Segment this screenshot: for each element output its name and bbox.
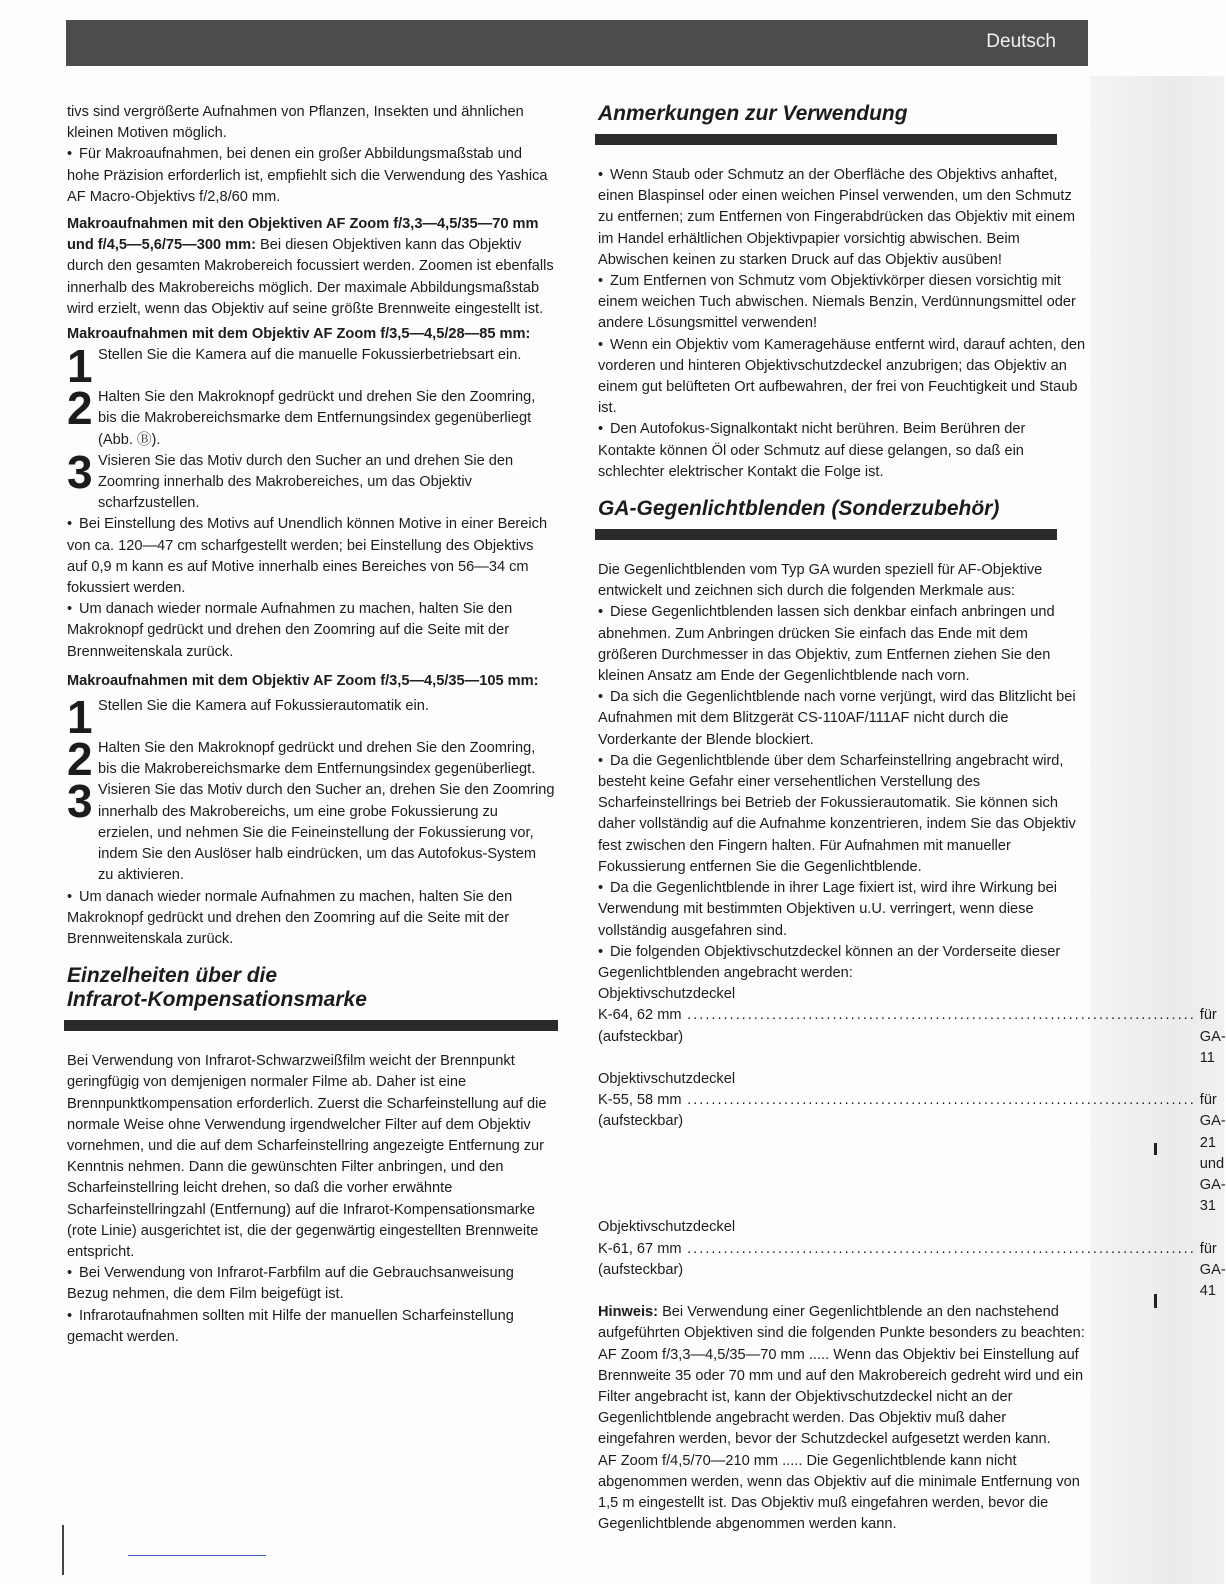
step-number: 2 bbox=[67, 382, 93, 435]
bullet-text: Wenn Staub oder Schmutz an der Oberfläche des Objektivs anhaftet, einen Blaspinsel oder einen weichen Pinsel verwenden, um den Schmutz zu entfernen; zum Entfernen von Fingerabdrücken das Objektiv mit einem im Handel erhältlichen Objektivpapier vorsichtig abwischen. Beim Abwischen keinen zu starken Druck auf das Objektiv ausüben! bbox=[598, 167, 1075, 268]
cap-spec: K-55, 58 mm (aufsteckbar) bbox=[598, 1092, 684, 1130]
step-text: Visieren Sie das Motiv durch den Sucher an und drehen Sie den Zoomring innerhalb des Makrobereiches, um das Objektiv scharfzustellen. bbox=[98, 452, 514, 512]
macro-section-1-text: Bei diesen Objektiven kann das Objektiv durch den gesamten Makrobereich focussiert werden. Zoomen ist ebenfalls innerhalb des Makrobereichs möglich. Der maximale Abbildungsmaßstab wird erzielt, wenn das Objektiv auf seine größte Brennweite eingestellt ist. bbox=[67, 237, 554, 317]
adjacent-page-bleed bbox=[1090, 76, 1224, 1584]
cap-hood: für GA-21 und GA-31 bbox=[1199, 1092, 1226, 1215]
ir-paragraph: Bei Verwendung von Infrarot-Schwarzweißfilm weicht der Brennpunkt geringfügig von demjenigen normaler Filme ab. Daher ist eine Brennpunktkompensation erforderlich. Zuerst die Scharfeinstellung auf die normale Weise ohne Verwendung irgendwelcher Filter auf dem Objektiv vornehmen, und die auf dem Scharfeinstellring angezeigte Entfernung zur Kenntnis nehmen. Dann die gewünschten Filter anbringen, und den Scharfeinstellring leicht drehen, so daß die vorher erwähnte Scharfeinstellringzahl (Entfernung) auf die Infrarot-Kompensationsmarke (rote Linie) ausgerichtet ist, die der gegenwärtig eingestellten Brennweite entspricht. bbox=[67, 1053, 547, 1260]
hint-label: Hinweis: bbox=[598, 1304, 659, 1321]
hoods-bullet-flash: • Da sich die Gegenlichtblende nach vorne verjüngt, wird das Blitzlicht bei Aufnahmen mit dem Blitzgerät CS-110AF/111AF nicht durch die Vorderkante der Blende blockiert. bbox=[598, 689, 1076, 748]
right-column bbox=[598, 102, 1226, 1535]
cap-name: Objektivschutzdeckel bbox=[598, 986, 736, 1003]
step-number: 2 bbox=[67, 733, 93, 786]
notes-bullet-contact: • Den Autofokus-Signalkontakt nicht berühren. Beim Berühren der Kontakte können Öl oder Schmutz auf diese gelangen, so daß ein schlechter elektrischer Kontakt die Folge ist. bbox=[598, 421, 1026, 480]
step-3 bbox=[67, 775, 555, 886]
cap-hood: für GA-41 bbox=[1199, 1240, 1226, 1299]
step-text: Stellen Sie die Kamera auf die manuelle Fokussierbetriebsart ein. bbox=[98, 347, 522, 364]
bullet-text: Diese Gegenlichtblenden lassen sich denkbar einfach anbringen und abnehmen. Zum Anbringen drücken Sie einfach das Ende mit dem größeren Durchmesser in das Objektiv, zum Entfernen ziehen Sie den kleinen Ansatz am Ende der Gegenlichtblende nach vorn. bbox=[598, 604, 1055, 685]
bullet-yashica: • Für Makroaufnahmen, bei denen ein großer Abbildungsmaßstab und hohe Präzision erforderlich ist, empfiehlt sich die Verwendung des Yashica AF Macro-Objektivs f/2,8/60 mm. bbox=[67, 146, 548, 205]
ir-section-title bbox=[67, 964, 555, 1012]
edge-mark bbox=[1154, 1294, 1157, 1308]
bullet-text: Da die Gegenlichtblende über dem Scharfeinstellring angebracht wird, besteht keine Gefahr einer versehentlichen Verstellung des Scharfeinstellrings bei Betrieb der Fokussierautomatik. Sie können sich daher vollständig auf die Aufnahme konzentrieren, indem Sie das Objektiv fest zwischen den Fingern halten. Für Aufnahmen mit manueller Fokussierung entfernen Sie die Gegenlichtblende. bbox=[598, 752, 1076, 875]
leader-dots: .................................................................................... bbox=[687, 1240, 1196, 1257]
bullet-text: Den Autofokus-Signalkontakt nicht berühren. Beim Berühren der Kontakte können Öl oder Schmutz auf diese gelangen, so daß ein schlechter elektrischer Kontakt die Folge ist. bbox=[598, 421, 1026, 480]
footer-underline bbox=[128, 1555, 266, 1556]
language-label: Deutsch bbox=[986, 31, 1056, 52]
step-1 bbox=[67, 691, 555, 744]
ir-title-line-1: Einzelheiten über die bbox=[67, 964, 278, 988]
ir-title-line-2: Infrarot-Kompensationsmarke bbox=[67, 988, 367, 1012]
bullet-text: Zum Entfernen von Schmutz vom Objektivkörper diesen vorsichtig mit einem weichen Tuch abwischen. Niemals Benzin, Verdünnungsmittel oder andere Lösungsmittel verwenden! bbox=[598, 273, 1076, 332]
step-2 bbox=[67, 733, 555, 786]
macro-section-1-heading: Makroaufnahmen mit den Objektiven AF Zoom f/3,3—4,5/35—70 mm und f/4,5—5,6/75—300 mm: bbox=[67, 216, 539, 254]
hoods-bullet-attach: • Diese Gegenlichtblenden lassen sich denkbar einfach anbringen und abnehmen. Zum Anbringen drücken Sie einfach das Ende mit dem größeren Durchmesser in das Objektiv, zum Entfernen ziehen Sie den kleinen Ansatz am Ende der Gegenlichtblende nach vorn. bbox=[598, 604, 1055, 685]
bullet-text: Bei Verwendung von Infrarot-Farbfilm auf die Gebrauchsanweisung Bezug nehmen, die dem Film beigefügt ist. bbox=[67, 1265, 514, 1303]
step-text: Halten Sie den Makroknopf gedrückt und drehen Sie den Zoomring, bis die Makrobereichsmarke dem Entfernungsindex gegenüberliegt (Abb. Ⓑ). bbox=[98, 389, 536, 448]
bullet-text: Für Makroaufnahmen, bei denen ein großer Abbildungsmaßstab und hohe Präzision erforderlich ist, empfiehlt sich die Verwendung des Yashica AF Macro-Objektivs f/2,8/60 mm. bbox=[67, 146, 548, 205]
step-text: Visieren Sie das Motiv durch den Sucher an, drehen Sie den Zoomring innerhalb des Makrobereichs, um eine grobe Fokussierung zu erzielen, und nehmen Sie die Feineinstellung der Fokussierung vor, indem Sie den Auslöser halb eindrücken, um das Autofokus-System zu aktivieren. bbox=[98, 782, 555, 884]
cap-spec: K-64, 62 mm (aufsteckbar) bbox=[598, 1007, 684, 1045]
cap-row bbox=[598, 1005, 1226, 1069]
bullet-text: Infrarotaufnahmen sollten mit Hilfe der manuellen Scharfeinstellung gemacht werden. bbox=[67, 1307, 514, 1345]
step-text: Halten Sie den Makroknopf gedrückt und drehen Sie den Zoomring, bis die Makrobereichsmarke dem Entfernungsindex gegenüberliegt. bbox=[98, 740, 536, 778]
bullet-text: Da sich die Gegenlichtblende nach vorne verjüngt, wird das Blitzlicht bei Aufnahmen mit dem Blitzgerät CS-110AF/111AF nicht durch die Vorderkante der Blende blockiert. bbox=[598, 689, 1076, 748]
macro-section-2-heading: Makroaufnahmen mit dem Objektiv AF Zoom f/3,5—4,5/28—85 mm: bbox=[67, 326, 531, 343]
bullet-text: Um danach wieder normale Aufnahmen zu machen, halten Sie den Makroknopf gedrückt und drehen den Zoomring auf die Seite mit der Brennweitenskala zurück. bbox=[67, 888, 513, 947]
bullet-ir-manual: • Infrarotaufnahmen sollten mit Hilfe der manuellen Scharfeinstellung gemacht werden. bbox=[67, 1307, 514, 1345]
notes-title-rule bbox=[595, 134, 1057, 145]
ir-title-rule bbox=[64, 1020, 558, 1031]
step-3 bbox=[67, 445, 555, 515]
margin-mark bbox=[62, 1525, 64, 1575]
notes-title: Anmerkungen zur Verwendung bbox=[598, 102, 908, 125]
bullet-return-normal: • Um danach wieder normale Aufnahmen zu machen, halten Sie den Makroknopf gedrückt und drehen den Zoomring auf die Seite mit der Brennweitenskala zurück. bbox=[67, 601, 513, 660]
bullet-infinity: • Bei Einstellung des Motivs auf Unendlich können Motive in einer Bereich von ca. 120—47 cm scharfgestellt werden; bei Einstellung des Objektivs auf 0,9 m kann es auf Motive innerhalb eines Bereiches von 56—34 cm fokussiert werden. bbox=[67, 516, 548, 597]
hint-paragraph bbox=[598, 1302, 1086, 1344]
cap-name: Objektivschutzdeckel bbox=[598, 1219, 736, 1236]
step-number: 3 bbox=[67, 445, 93, 498]
leader-dots: .................................................................................... bbox=[687, 1007, 1196, 1024]
notes-bullet-body: • Zum Entfernen von Schmutz vom Objektivkörper diesen vorsichtig mit einem weichen Tuch abwischen. Niemals Benzin, Verdünnungsmittel oder andere Lösungsmittel verwenden! bbox=[598, 273, 1076, 332]
bullet-text: Die folgenden Objektivschutzdeckel können an der Vorderseite dieser Gegenlichtblenden angebracht werden: bbox=[598, 943, 1061, 981]
left-column bbox=[67, 102, 555, 1348]
bullet-text: Da die Gegenlichtblende in ihrer Lage fixiert ist, wird ihre Wirkung bei Verwendung mit bestimmten Objektiven u.U. verringert, wenn diese vollständig ausgefahren sind. bbox=[598, 880, 1057, 939]
notes-bullet-dust: • Wenn Staub oder Schmutz an der Oberfläche des Objektivs anhaftet, einen Blaspinsel oder einen weichen Pinsel verwenden, um den Schmutz zu entfernen; zum Entfernen von Fingerabdrücken das Objektiv mit einem im Handel erhältlichen Objektivpapier vorsichtig abwischen. Beim Abwischen keinen zu starken Druck auf das Objektiv ausüben! bbox=[598, 167, 1075, 268]
step-number: 3 bbox=[67, 775, 93, 828]
bullet-text: Um danach wieder normale Aufnahmen zu machen, halten Sie den Makroknopf gedrückt und drehen den Zoomring auf die Seite mit der Brennweitenskala zurück. bbox=[67, 601, 513, 660]
cap-name: Objektivschutzdeckel bbox=[598, 1070, 736, 1087]
hoods-title: GA-Gegenlichtblenden (Sonderzubehör) bbox=[598, 497, 1000, 521]
lens-note-35-70: AF Zoom f/3,3—4,5/35—70 mm ..... Wenn das Objektiv bei Einstellung auf Brennweite 35 oder 70 mm und auf den Makrobereich gedreht wird und ein Filter angebracht ist, kann der Objektivschutzdeckel nicht an der Gegenlichtblende angebracht werden. Das Objektiv muß daher eingefahren werden, bevor der Schutzdeckel aufgesetzt werden kann. bbox=[598, 1346, 1084, 1448]
hoods-bullet-caps: • Die folgenden Objektivschutzdeckel können an der Vorderseite dieser Gegenlichtblenden angebracht werden: bbox=[598, 943, 1061, 981]
step-2 bbox=[67, 382, 555, 451]
step-number: 1 bbox=[67, 340, 93, 393]
header-bar bbox=[66, 20, 1088, 66]
step-1 bbox=[67, 340, 555, 393]
bullet-text: Wenn ein Objektiv vom Kameragehäuse entfernt wird, darauf achten, den vorderen und hinteren Objektivschutzdeckel anzubrigen; das Objektiv an einem gut belüfteten Ort aufbewahren, der frei von Feuchtigkeit und Staub ist. bbox=[598, 336, 1086, 417]
cap-row bbox=[598, 1090, 1226, 1217]
intro-paragraph: tivs sind vergrößerte Aufnahmen von Pflanzen, Insekten und ähnlichen kleinen Motiven möglich. bbox=[67, 104, 524, 142]
step-text: Stellen Sie die Kamera auf Fokussierautomatik ein. bbox=[98, 698, 429, 715]
hint-text: Bei Verwendung einer Gegenlichtblende an den nachstehend aufgeführten Objektiven sind die folgenden Punkte besonders zu beachten: bbox=[598, 1304, 1085, 1342]
cap-hood: für GA-11 bbox=[1199, 1007, 1226, 1066]
macro-section-3-heading: Makroaufnahmen mit dem Objektiv AF Zoom f/3,5—4,5/35—105 mm: bbox=[67, 672, 539, 689]
hoods-intro: Die Gegenlichtblenden vom Typ GA wurden speziell für AF-Objektive entwickelt und zeichnen sich durch die folgenden Merkmale aus: bbox=[598, 562, 1043, 600]
step-number: 1 bbox=[67, 691, 93, 744]
leader-dots: .................................................................................... bbox=[687, 1092, 1196, 1109]
hoods-bullet-fixed: • Da die Gegenlichtblende in ihrer Lage fixiert ist, wird ihre Wirkung bei Verwendung mit bestimmten Objektiven u.U. verringert, wenn diese vollständig ausgefahren sind. bbox=[598, 880, 1057, 939]
bullet-ir-color: • Bei Verwendung von Infrarot-Farbfilm auf die Gebrauchsanweisung Bezug nehmen, die dem Film beigefügt ist. bbox=[67, 1265, 514, 1303]
bullet-text: Bei Einstellung des Motivs auf Unendlich können Motive in einer Bereich von ca. 120—47 cm scharfgestellt werden; bei Einstellung des Objektivs auf 0,9 m kann es auf Motive innerhalb eines Bereiches von 56—34 cm fokussiert werden. bbox=[67, 516, 548, 597]
edge-mark bbox=[1154, 1143, 1157, 1155]
hoods-bullet-focus-ring: • Da die Gegenlichtblende über dem Scharfeinstellring angebracht wird, besteht keine Gefahr einer versehentlichen Verstellung des Scharfeinstellrings bei Betrieb der Fokussierautomatik. Sie können sich daher vollständig auf die Aufnahme konzentrieren, indem Sie das Objektiv fest zwischen den Fingern halten. Für Aufnahmen mit manueller Fokussierung entfernen Sie die Gegenlichtblende. bbox=[598, 752, 1076, 875]
cap-spec: K-61, 67 mm (aufsteckbar) bbox=[598, 1240, 684, 1278]
hoods-title-rule bbox=[595, 529, 1057, 540]
macro-section-1 bbox=[67, 214, 555, 320]
bullet-return-normal: • Um danach wieder normale Aufnahmen zu machen, halten Sie den Makroknopf gedrückt und drehen den Zoomring auf die Seite mit der Brennweitenskala zurück. bbox=[67, 888, 513, 947]
cap-row bbox=[598, 1239, 1226, 1303]
notes-bullet-caps: • Wenn ein Objektiv vom Kameragehäuse entfernt wird, darauf achten, den vorderen und hinteren Objektivschutzdeckel anzubrigen; das Objektiv an einem gut belüfteten Ort aufbewahren, der frei von Feuchtigkeit und Staub ist. bbox=[598, 336, 1086, 417]
lens-note-70-210: AF Zoom f/4,5/70—210 mm ..... Die Gegenlichtblende kann nicht abgenommen werden, wenn das Objektiv auf die minimale Entfernung von 1,5 m eingestellt ist. Das Objektiv muß eingefahren werden, bevor die Gegenlichtblende abgenommen werden kann. bbox=[598, 1452, 1080, 1533]
